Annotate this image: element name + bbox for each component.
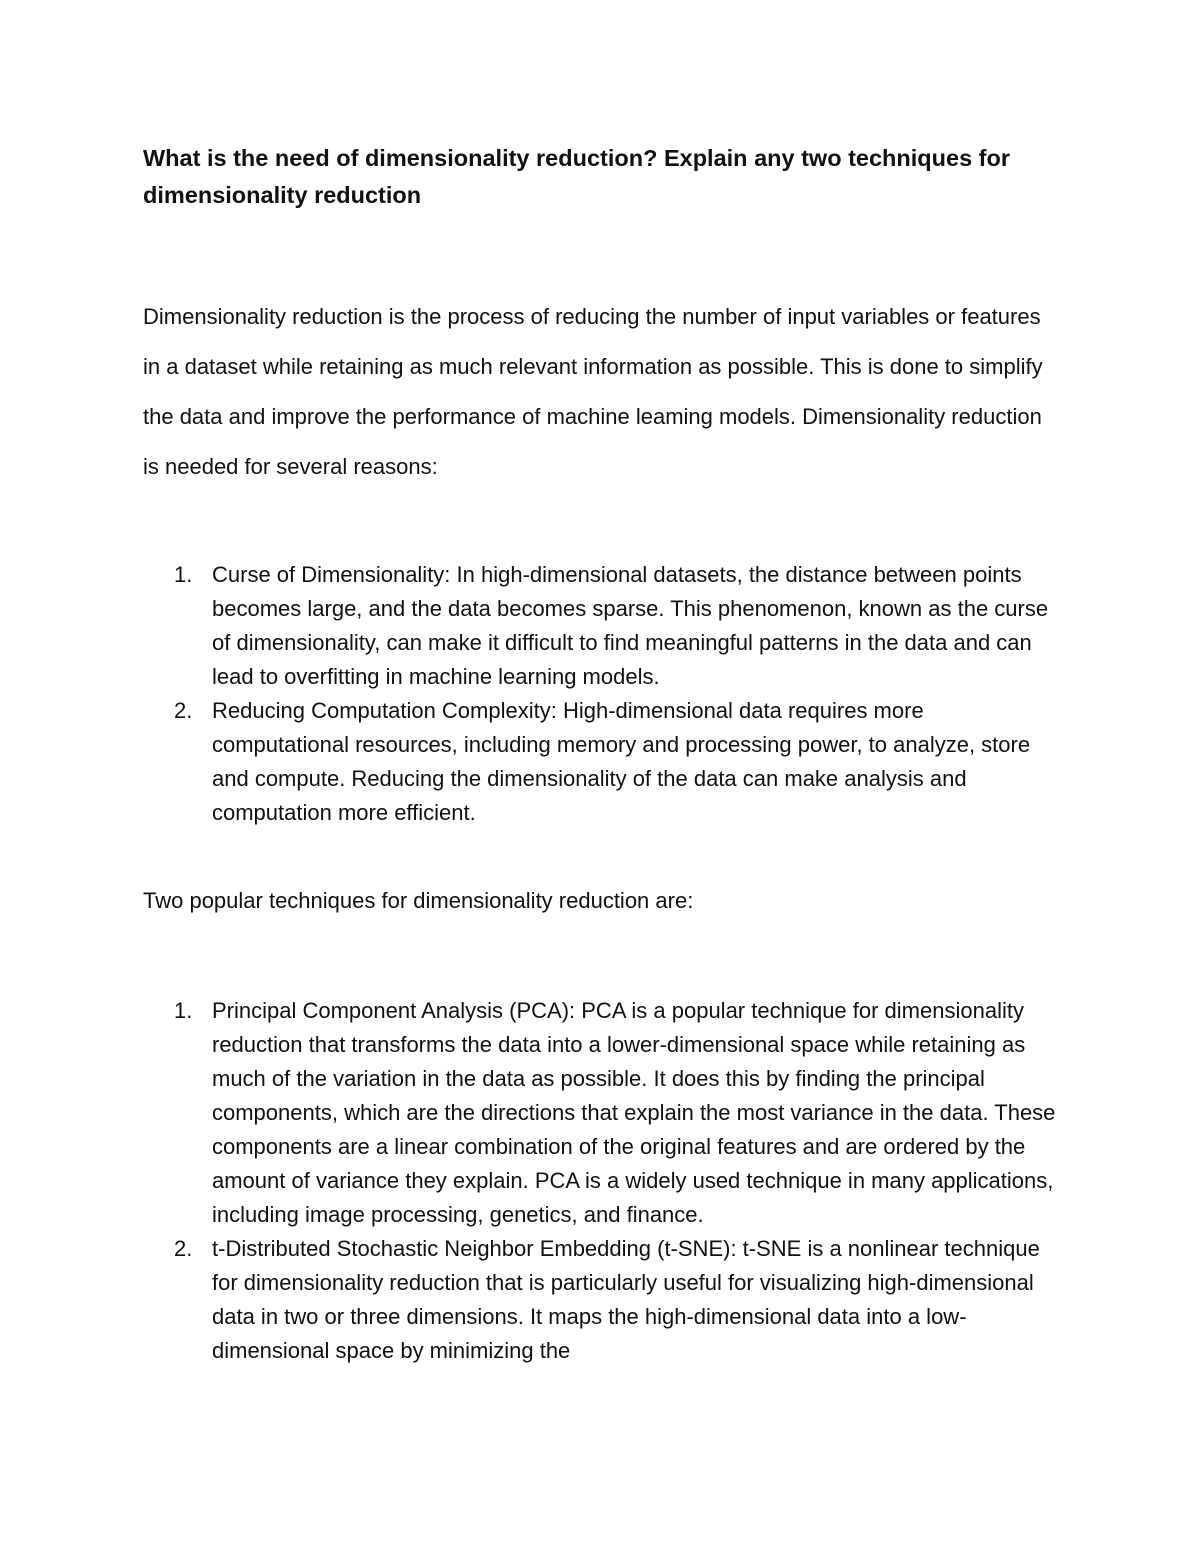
list-number: 2. [174,1236,193,1261]
list-item [143,1232,1063,1368]
list-number: 1. [174,998,193,1023]
list-item-text: Principal Component Analysis (PCA): PCA is a popular technique for dimensionality reduction that transforms the data into a lower-dimensional space while retaining as much of the variation in the data as possible. It does this by finding the principal components, which are the directions that explain the most variance in the data. These components are a linear combination of the original features and are ordered by the amount of variance they explain. PCA is a widely used technique in many applications, including image processing, genetics, and finance. [212,998,1056,1227]
page-title: What is the need of dimensionality reduction? Explain any two techniques for dimensionality reduction [143,145,1010,208]
techniques-list [143,994,1063,1368]
list-number: 1. [174,562,193,587]
intro-paragraph: Dimensionality reduction is the process of reducing the number of input variables or features in a dataset while retaining as much relevant information as possible. This is done to simplify the data and improve the performance of machine leaming models. Dimensionality reduction is needed for several reasons: [143,304,1043,479]
list-item-text: Curse of Dimensionality: In high-dimensional datasets, the distance between points becomes large, and the data becomes sparse. This phenomenon, known as the curse of dimensionality, can make it difficult to find meaningful patterns in the data and can lead to overfitting in machine learning models. [212,562,1049,689]
techniques-intro: Two popular techniques for dimensionality reduction are: [143,888,694,913]
list-number: 2. [174,698,193,723]
list-item-text: t-Distributed Stochastic Neighbor Embedding (t-SNE): t-SNE is a nonlinear technique for dimensionality reduction that is particularly useful for visualizing high-dimensional data in two or three dimensions. It maps the high-dimensional data into a low-dimensional space by minimizing the [212,1236,1040,1363]
list-item [143,694,1063,830]
list-item-text: Reducing Computation Complexity: High-dimensional data requires more computational resources, including memory and processing power, to analyze, store and compute. Reducing the dimensionality of the data can make analysis and computation more efficient. [212,698,1031,825]
list-item [143,558,1063,694]
list-item [143,994,1063,1232]
reasons-list [143,558,1063,830]
